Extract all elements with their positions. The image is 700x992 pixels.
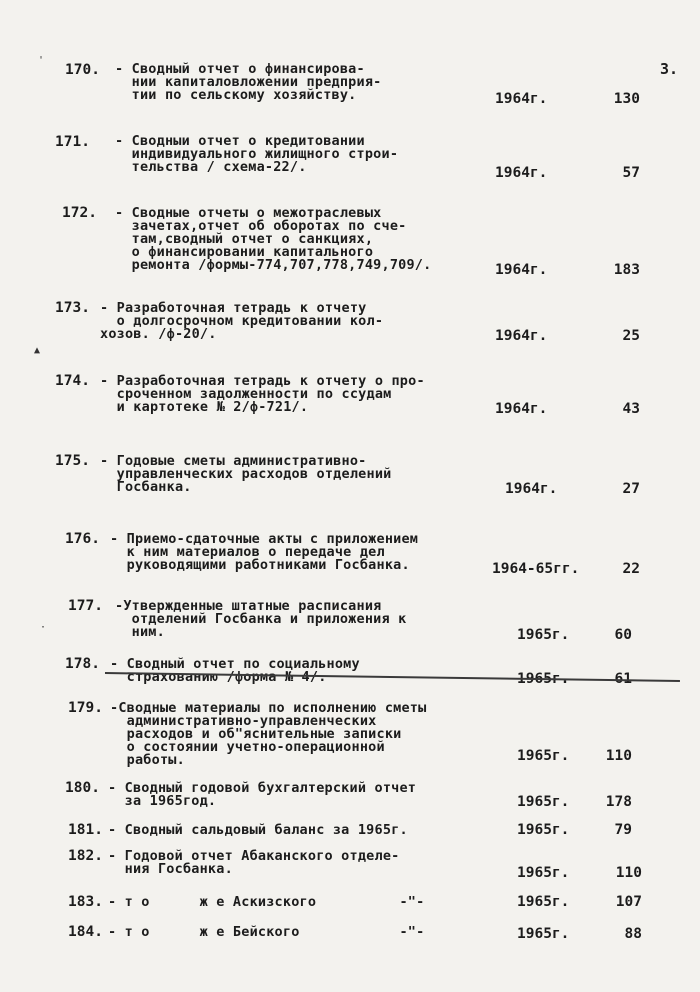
entry-sheets: 183 bbox=[613, 262, 640, 278]
entry-description: - Сводный отчет по социальному страхованию /форма № 4/. bbox=[110, 656, 360, 685]
entry-year: 1964г. bbox=[495, 262, 548, 278]
entry-sheets: 79 bbox=[614, 822, 632, 838]
entry-year: 1965г. bbox=[517, 794, 570, 810]
entry-sheets: 25 bbox=[622, 328, 640, 344]
entry-year: 1965г. bbox=[517, 822, 570, 838]
entry-sheets: 130 bbox=[613, 91, 640, 107]
entry-number: 181. bbox=[68, 822, 103, 838]
entry-year: 1964г. bbox=[495, 401, 548, 417]
entry-number: 180. bbox=[65, 780, 100, 796]
entry-description: - Сводные отчеты о межотраслевых зачетах,отчет об оборотах по сче- там,сводный отчет о санкциях, о финансировании капитального ремонта /формы-774,707,778,749,709/. bbox=[115, 205, 432, 273]
entry-sheets: 60 bbox=[614, 627, 632, 643]
entry-description: -Утвержденные штатные расписания отделений Госбанка и приложения к ним. bbox=[115, 598, 407, 640]
margin-mark: ▲ bbox=[34, 345, 41, 356]
entry-number: 170. bbox=[65, 62, 100, 78]
entry-number: 184. bbox=[68, 924, 103, 940]
entry-description: - Сводный годовой бухгалтерский отчет за 1965год. bbox=[108, 780, 417, 809]
entry-description: -Сводные материалы по исполнению сметы административно-управленческих расходов и об"яснительные записки о состоянии учетно-операционной работы. bbox=[110, 700, 427, 768]
entry-sheets: 27 bbox=[622, 481, 640, 497]
entry-sheets: 88 bbox=[624, 926, 642, 942]
entry-description: - Годовой отчет Абаканского отделе- ния Госбанка. bbox=[108, 848, 400, 877]
entry-number: 179. bbox=[68, 700, 103, 716]
entry-description: - Годовые сметы административно- управленческих расходов отделений Госбанка. bbox=[100, 453, 392, 495]
entry-description: - Сводный сальдовый баланс за 1965г. bbox=[108, 822, 408, 838]
entry-year: 1964-65гг. bbox=[492, 561, 580, 577]
entry-number: 176. bbox=[65, 531, 100, 547]
entry-year: 1965г. bbox=[517, 627, 570, 643]
entry-year: 1965г. bbox=[517, 894, 570, 910]
entry-description: - Сводныи отчет о кредитовании индивидуального жилищного строи- тельства / схема-22/. bbox=[115, 133, 399, 175]
entry-number: 177. bbox=[68, 598, 103, 614]
entry-number: 182. bbox=[68, 848, 103, 864]
margin-mark: · bbox=[40, 622, 47, 633]
entry-number: 173. bbox=[55, 300, 90, 316]
entry-number: 174. bbox=[55, 373, 90, 389]
entry-sheets: 110 bbox=[615, 865, 642, 881]
entry-sheets: 178 bbox=[605, 794, 632, 810]
entry-year: 1964г. bbox=[495, 165, 548, 181]
entry-year: 1964г. bbox=[505, 481, 558, 497]
entry-year: 1965г. bbox=[517, 926, 570, 942]
entry-description: - Разработочная тетрадь к отчету о про- сроченном задолженности по ссудам и картотеке № 2/ф-721/. bbox=[100, 373, 425, 415]
entry-description: - т о ж е Бейского -"- bbox=[108, 924, 425, 940]
entry-year: 1965г. bbox=[517, 748, 570, 764]
entry-year: 1964г. bbox=[495, 328, 548, 344]
entry-number: 183. bbox=[68, 894, 103, 910]
entry-number: 171. bbox=[55, 134, 90, 150]
entry-description: - Приемо-сдаточные акты с приложением к ним материалов о передаче дел руководящими работниками Госбанка. bbox=[110, 531, 419, 573]
entry-sheets: 107 bbox=[615, 894, 642, 910]
entry-sheets: 57 bbox=[622, 165, 640, 181]
entry-description: - Сводный отчет о финансирова- нии капиталовложении предприя- тии по сельскому хозяйству. bbox=[115, 61, 382, 103]
entry-year: 1964г. bbox=[495, 91, 548, 107]
page-number: 3. bbox=[660, 60, 679, 78]
entry-sheets: 43 bbox=[622, 401, 640, 417]
margin-mark: ' bbox=[38, 55, 45, 66]
entry-number: 175. bbox=[55, 453, 90, 469]
entry-description: - т о ж е Аскизского -"- bbox=[108, 894, 425, 910]
entry-description: - Разработочная тетрадь к отчету о долгосрочном кредитовании кол- хозов. /ф-20/. bbox=[100, 300, 384, 342]
entry-number: 178. bbox=[65, 656, 100, 672]
entry-sheets: 110 bbox=[605, 748, 632, 764]
entry-sheets: 22 bbox=[622, 561, 640, 577]
entry-number: 172. bbox=[62, 205, 97, 221]
entry-year: 1965г. bbox=[517, 865, 570, 881]
